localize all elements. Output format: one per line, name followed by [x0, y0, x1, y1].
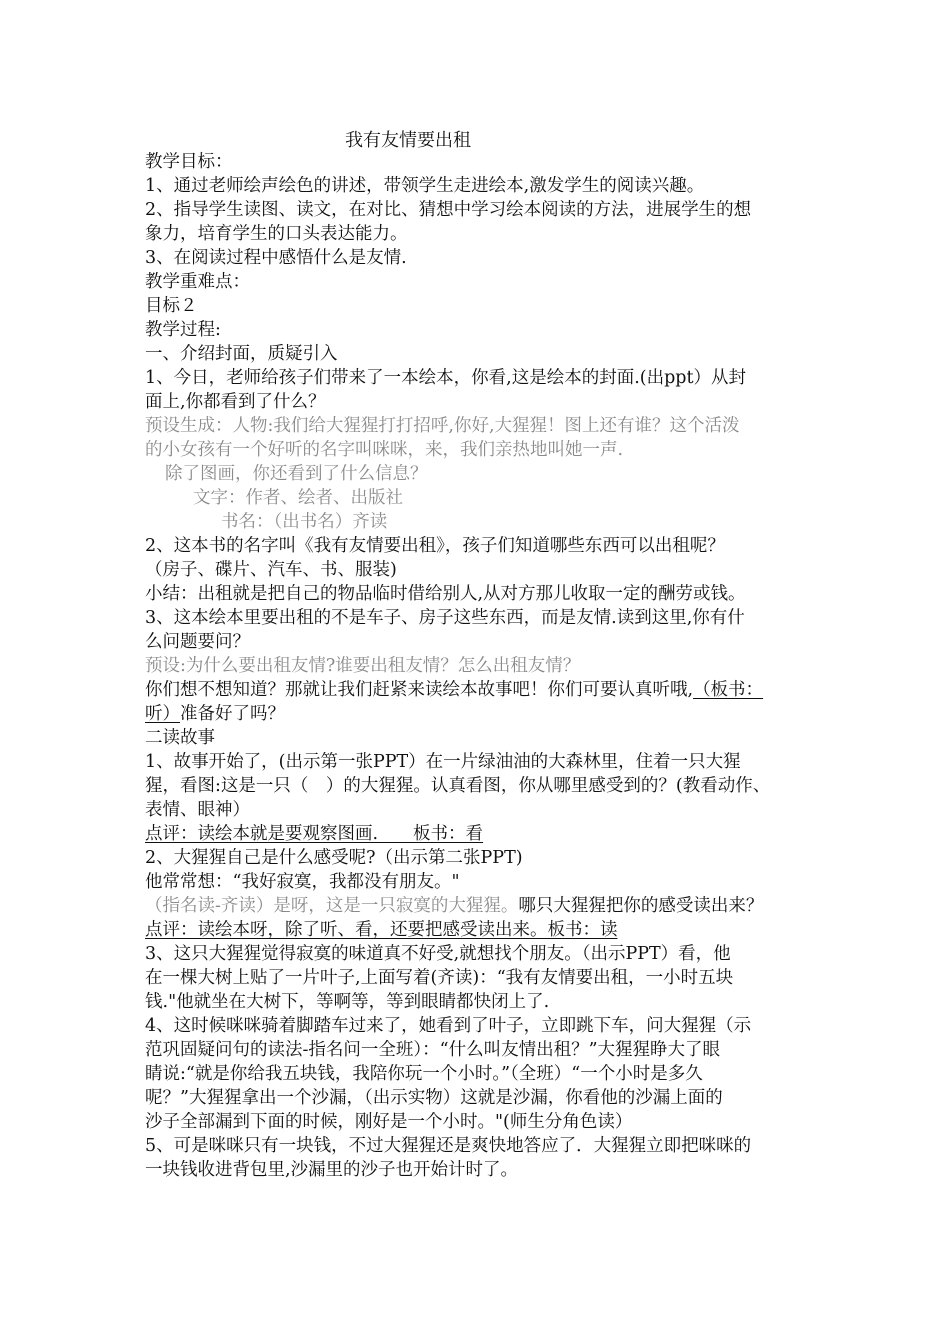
text-line: 沙子全部漏到下面的时候，刚好是一个小时。"(师生分角色读）	[145, 1112, 633, 1132]
preset-answer-line: 除了图画，你还看到了什么信息？	[165, 464, 428, 484]
text-segment: 你们想不想知道？那就让我们赶紧来读绘本故事吧！你们可要认真听哦,	[145, 680, 694, 700]
preset-answer-segment: （指名读-齐读）是呀，这是一只寂寞的大猩猩。	[145, 896, 519, 916]
text-line: 范巩固疑问句的读法-指名问一全班）：“什么叫友情出租？”大猩猩睁大了眼	[145, 1040, 721, 1060]
section-heading: 二读故事	[145, 728, 215, 748]
text-line: 1、故事开始了，(出示第一张PPT）在一片绿油油的大森林里，住着一只大猩	[145, 752, 741, 772]
text-line: 教学目标：	[145, 152, 233, 172]
text-line: 3、这只大猩猩觉得寂寞的味道真不好受,就想找个朋友。（出示PPT）看，他	[145, 944, 731, 964]
text-line: 3、这本绘本里要出租的不是车子、房子这些东西，而是友情.读到这里,你有什	[145, 608, 745, 628]
text-line: （房子、碟片、汽车、书、服装)	[145, 560, 397, 580]
board-note: 听）	[145, 704, 180, 724]
text-line: 1、今日，老师给孩子们带来了一本绘本，你看,这是绘本的封面.(出ppt）从封	[145, 368, 747, 388]
text-segment: 准备好了吗？	[180, 704, 285, 724]
section-heading: 一、介绍封面，质疑引入	[145, 344, 338, 364]
text-line: 目标２	[145, 296, 198, 316]
preset-answer-line: 书名：（出书名）齐读	[221, 512, 388, 532]
text-line: 1、通过老师绘声绘色的讲述，带领学生走进绘本,激发学生的阅读兴趣。	[145, 176, 705, 196]
text-line: 在一棵大树上贴了一片叶子,上面写着(齐读)：“我有友情要出租，一小时五块	[145, 968, 734, 988]
text-line	[145, 894, 835, 918]
preset-answer-line: 预设生成：人物:我们给大猩猩打打招呼,你好,大猩猩！图上还有谁？这个活泼	[145, 416, 740, 436]
text-line: 2、这本书的名字叫《我有友情要出租》，孩子们知道哪些东西可以出租呢？	[145, 536, 725, 556]
text-line: 他常常想：“我好寂寞，我都没有朋友。"	[145, 872, 460, 892]
comment-line: 点评：读绘本呀，除了听、看，还要把感受读出来。板书：读	[145, 920, 618, 940]
text-line: 面上,你都看到了什么？	[145, 392, 326, 412]
text-line: 表情、眼神）	[145, 800, 250, 820]
text-line: 猩，看图:这是一只（ ）的大猩猩。认真看图，你从哪里感受到的？(教看动作、	[145, 776, 771, 796]
text-line: 睛说:“就是你给我五块钱，我陪你玩一个小时。”（全班）“一个小时是多久	[145, 1064, 703, 1084]
board-note: （板书：	[693, 680, 764, 700]
text-line	[145, 702, 835, 726]
text-segment: 哪只大猩猩把你的感受读出来？	[518, 896, 764, 916]
text-line: 一块钱收进背包里,沙漏里的沙子也开始计时了。	[145, 1160, 519, 1180]
preset-answer-line: 预设:为什么要出租友情?谁要出租友情？怎么出租友情？	[145, 656, 581, 676]
comment-line: 点评：读绘本就是要观察图画. 板书：看	[145, 824, 484, 844]
text-line: 2、指导学生读图、读文，在对比、猜想中学习绘本阅读的方法，进展学生的想	[145, 200, 752, 220]
text-line: 钱."他就坐在大树下，等啊等，等到眼睛都快闭上了.	[145, 992, 550, 1012]
preset-answer-line: 文字：作者、绘者、出版社	[193, 488, 403, 508]
text-line: 教学重难点：	[145, 272, 250, 292]
preset-answer-line: 的小女孩有一个好听的名字叫咪咪，来，我们亲热地叫她一声.	[145, 440, 624, 460]
text-line: 教学过程:	[145, 320, 221, 340]
text-line: 象力，培育学生的口头表达能力。	[145, 224, 408, 244]
text-line: 4、这时候咪咪骑着脚踏车过来了，她看到了叶子，立即跳下车，问大猩猩（示	[145, 1016, 752, 1036]
text-line: 5、可是咪咪只有一块钱，不过大猩猩还是爽快地答应了．大猩猩立即把咪咪的	[145, 1136, 752, 1156]
document-title: 我有友情要出租	[345, 130, 471, 151]
text-line	[145, 678, 835, 702]
text-line: 2、大猩猩自己是什么感受呢?（出示第二张PPT)	[145, 848, 523, 868]
summary-line: 小结：出租就是把自己的物品临时借给别人,从对方那儿收取一定的酬劳或钱。	[145, 584, 746, 604]
text-line: 3、在阅读过程中感悟什么是友情.	[145, 248, 407, 268]
text-line: 呢？”大猩猩拿出一个沙漏，（出示实物）这就是沙漏，你看他的沙漏上面的	[145, 1088, 723, 1108]
text-line: 么问题要问？	[145, 632, 250, 652]
document-body	[145, 150, 835, 1182]
